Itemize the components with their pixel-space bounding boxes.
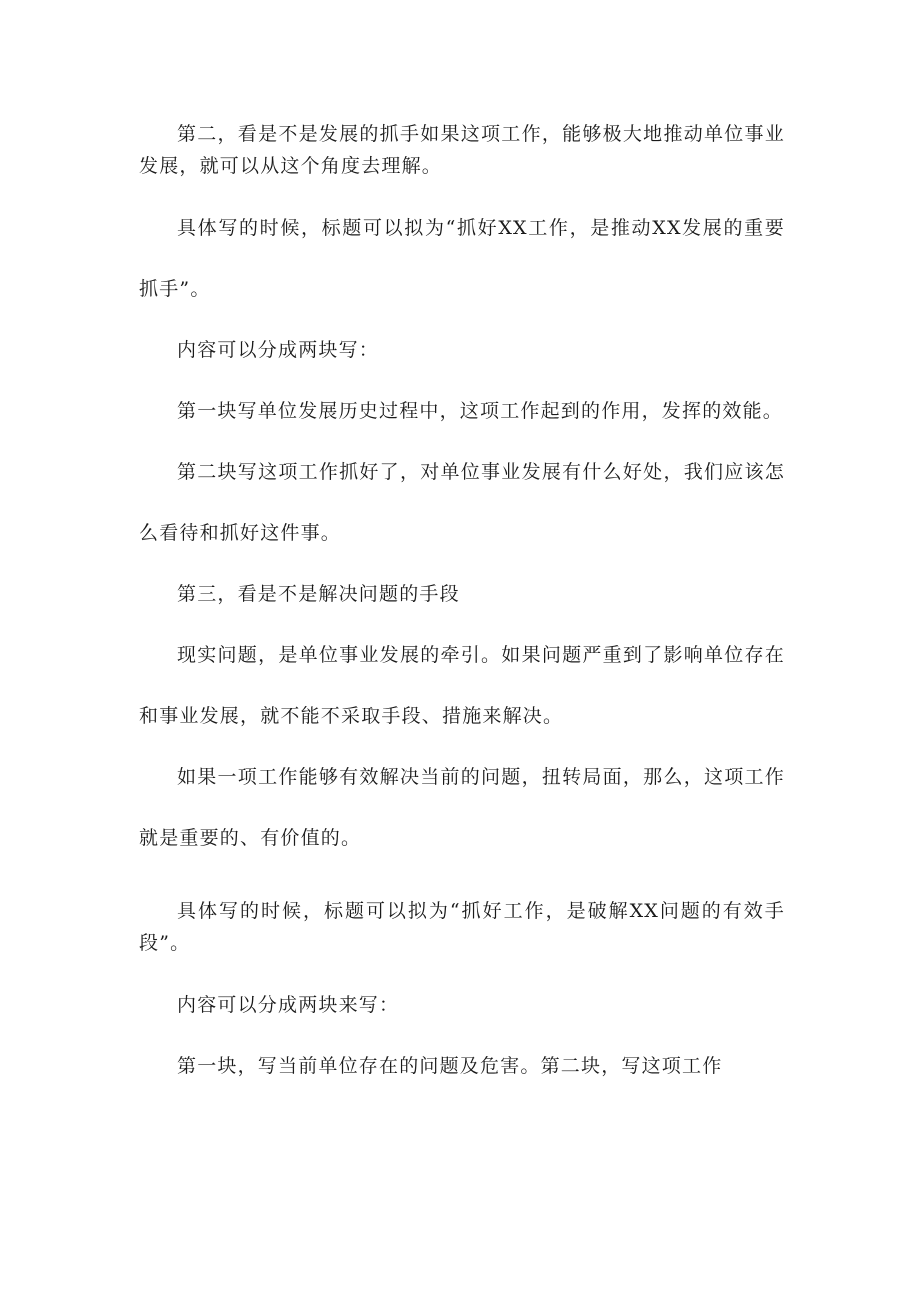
paragraph-2: 具体写的时候，标题可以拟为“抓好XX工作，是推动XX发展的重要抓手”。 [139, 217, 785, 300]
document-body [139, 118, 785, 1097]
paragraph-11: 第一块，写当前单位存在的问题及危害。第二块，写这项工作 [177, 1055, 723, 1077]
paragraph-1: 第二，看是不是发展的抓手如果这项工作，能够极大地推动单位事业发展，就可以从这个角度去理解。 [139, 123, 785, 177]
paragraph-9: 具体写的时候，标题可以拟为“抓好工作，是破解XX问题的有效手段”。 [139, 900, 785, 954]
paragraph-7: 现实问题，是单位事业发展的牵引。如果问题严重到了影响单位存在和事业发展，就不能不采取手段、措施来解决。 [139, 644, 785, 727]
paragraph-4: 第一块写单位发展历史过程中，这项工作起到的作用，发挥的效能。 [177, 400, 784, 422]
paragraph-6: 第三，看是不是解决问题的手段 [177, 583, 460, 605]
paragraph-5: 第二块写这项工作抓好了，对单位事业发展有什么好处，我们应该怎么看待和抓好这件事。 [139, 461, 785, 544]
paragraph-10: 内容可以分成两块来写： [177, 994, 400, 1016]
paragraph-8: 如果一项工作能够有效解决当前的问题，扭转局面，那么，这项工作就是重要的、有价值的。 [139, 766, 785, 849]
paragraph-3: 内容可以分成两块写： [177, 339, 380, 361]
